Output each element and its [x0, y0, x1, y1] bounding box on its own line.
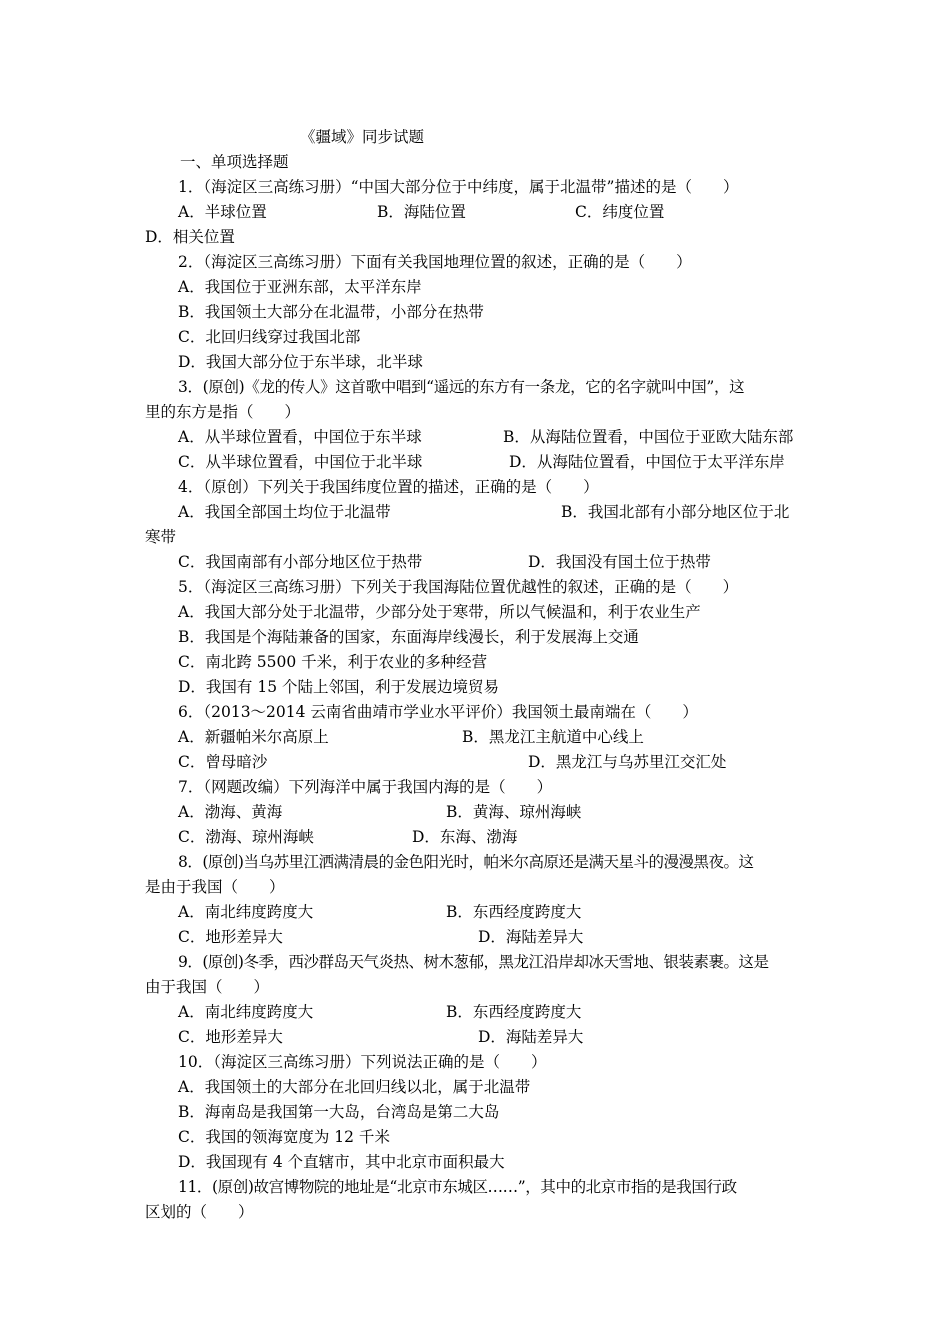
option-text: A．从半球位置看，中国位于东半球: [178, 428, 422, 446]
page-title: 《疆域》同步试题: [300, 128, 425, 146]
option-text: B．我国领土大部分在北温带，小部分在热带: [178, 303, 484, 321]
option-text: C．渤海、琼州海峡: [178, 828, 314, 846]
option-text: A．渤海、黄海: [178, 803, 283, 821]
option-text: D．我国没有国土位于热带: [528, 553, 711, 571]
question-text: 1．（海淀区三高练习册）“中国大部分位于中纬度，属于北温带”描述的是（ ）: [178, 178, 739, 196]
option-text: B．我国是个海陆兼备的国家，东面海岸线漫长，利于发展海上交通: [178, 628, 639, 646]
option-text: B．从海陆位置看，中国位于亚欧大陆东部: [503, 428, 794, 446]
question-text: 9．(原创)冬季，西沙群岛天气炎热、树木葱郁，黑龙江沿岸却冰天雪地、银装素裹。这是: [178, 953, 769, 971]
option-text: C．地形差异大: [178, 1028, 283, 1046]
question-text: 区划的（ ）: [145, 1203, 254, 1221]
option-text: C．北回归线穿过我国北部: [178, 328, 361, 346]
option-text: D．海陆差异大: [478, 928, 584, 946]
option-text: B．黄海、琼州海峡: [446, 803, 582, 821]
option-text: 寒带: [145, 528, 177, 546]
option-text: B．东西经度跨度大: [446, 1003, 582, 1021]
option-text: C．曾母暗沙: [178, 753, 268, 771]
question-text: 5．（海淀区三高练习册）下列关于我国海陆位置优越性的叙述，正确的是（ ）: [178, 578, 739, 596]
option-text: A．我国全部国土均位于北温带: [178, 503, 391, 521]
option-text: A．南北纬度跨度大: [178, 1003, 314, 1021]
option-text: A．我国大部分处于北温带，少部分处于寒带，所以气候温和，利于农业生产: [178, 603, 701, 621]
option-text: D．我国现有 4 个直辖市，其中北京市面积最大: [178, 1153, 505, 1171]
option-text: B．黑龙江主航道中心线上: [462, 728, 644, 746]
option-text: D．我国有 15 个陆上邻国，利于发展边境贸易: [178, 678, 500, 696]
option-text: C．地形差异大: [178, 928, 283, 946]
option-text: C．纬度位置: [575, 203, 665, 221]
option-text: C．我国南部有小部分地区位于热带: [178, 553, 423, 571]
question-text: 6．（2013～2014 云南省曲靖市学业水平评价）我国领土最南端在（ ）: [178, 703, 698, 721]
question-text: 是由于我国（ ）: [145, 878, 285, 896]
question-text: 2．（海淀区三高练习册）下面有关我国地理位置的叙述，正确的是（ ）: [178, 253, 692, 271]
section-heading: 一、单项选择题: [180, 153, 289, 171]
question-text: 里的东方是指（ ）: [145, 403, 301, 421]
option-text: D．黑龙江与乌苏里江交汇处: [528, 753, 727, 771]
question-text: 10．（海淀区三高练习册）下列说法正确的是（ ）: [178, 1053, 547, 1071]
question-text: 11．(原创)故宫博物院的地址是“北京市东城区……”，其中的北京市指的是我国行政: [178, 1178, 737, 1196]
option-text: A．我国位于亚洲东部，太平洋东岸: [178, 278, 422, 296]
option-text: B．海陆位置: [377, 203, 466, 221]
option-text: D．我国大部分位于东半球，北半球: [178, 353, 423, 371]
option-text: D．相关位置: [145, 228, 235, 246]
option-text: A．半球位置: [178, 203, 267, 221]
option-text: C．我国的领海宽度为 12 千米: [178, 1128, 390, 1146]
question-text: 3．(原创)《龙的传人》这首歌中唱到“遥远的东方有一条龙，它的名字就叫中国”，这: [178, 378, 745, 396]
option-text: D．海陆差异大: [478, 1028, 584, 1046]
option-text: A．我国领土的大部分在北回归线以北，属于北温带: [178, 1078, 531, 1096]
question-text: 由于我国（ ）: [145, 978, 270, 996]
question-text: 4．（原创）下列关于我国纬度位置的描述，正确的是（ ）: [178, 478, 599, 496]
option-text: C．南北跨 5500 千米，利于农业的多种经营: [178, 653, 488, 671]
option-text: B．我国北部有小部分地区位于北: [561, 503, 790, 521]
option-text: D．东海、渤海: [412, 828, 518, 846]
question-text: 7．（网题改编）下列海洋中属于我国内海的是（ ）: [178, 778, 553, 796]
option-text: B．东西经度跨度大: [446, 903, 582, 921]
option-text: B．海南岛是我国第一大岛，台湾岛是第二大岛: [178, 1103, 500, 1121]
option-text: D．从海陆位置看，中国位于太平洋东岸: [509, 453, 785, 471]
question-text: 8．(原创)当乌苏里江洒满清晨的金色阳光时，帕米尔高原还是满天星斗的漫漫黑夜。这: [178, 853, 754, 871]
option-text: C．从半球位置看，中国位于北半球: [178, 453, 423, 471]
option-text: A．南北纬度跨度大: [178, 903, 314, 921]
option-text: A．新疆帕米尔高原上: [178, 728, 329, 746]
